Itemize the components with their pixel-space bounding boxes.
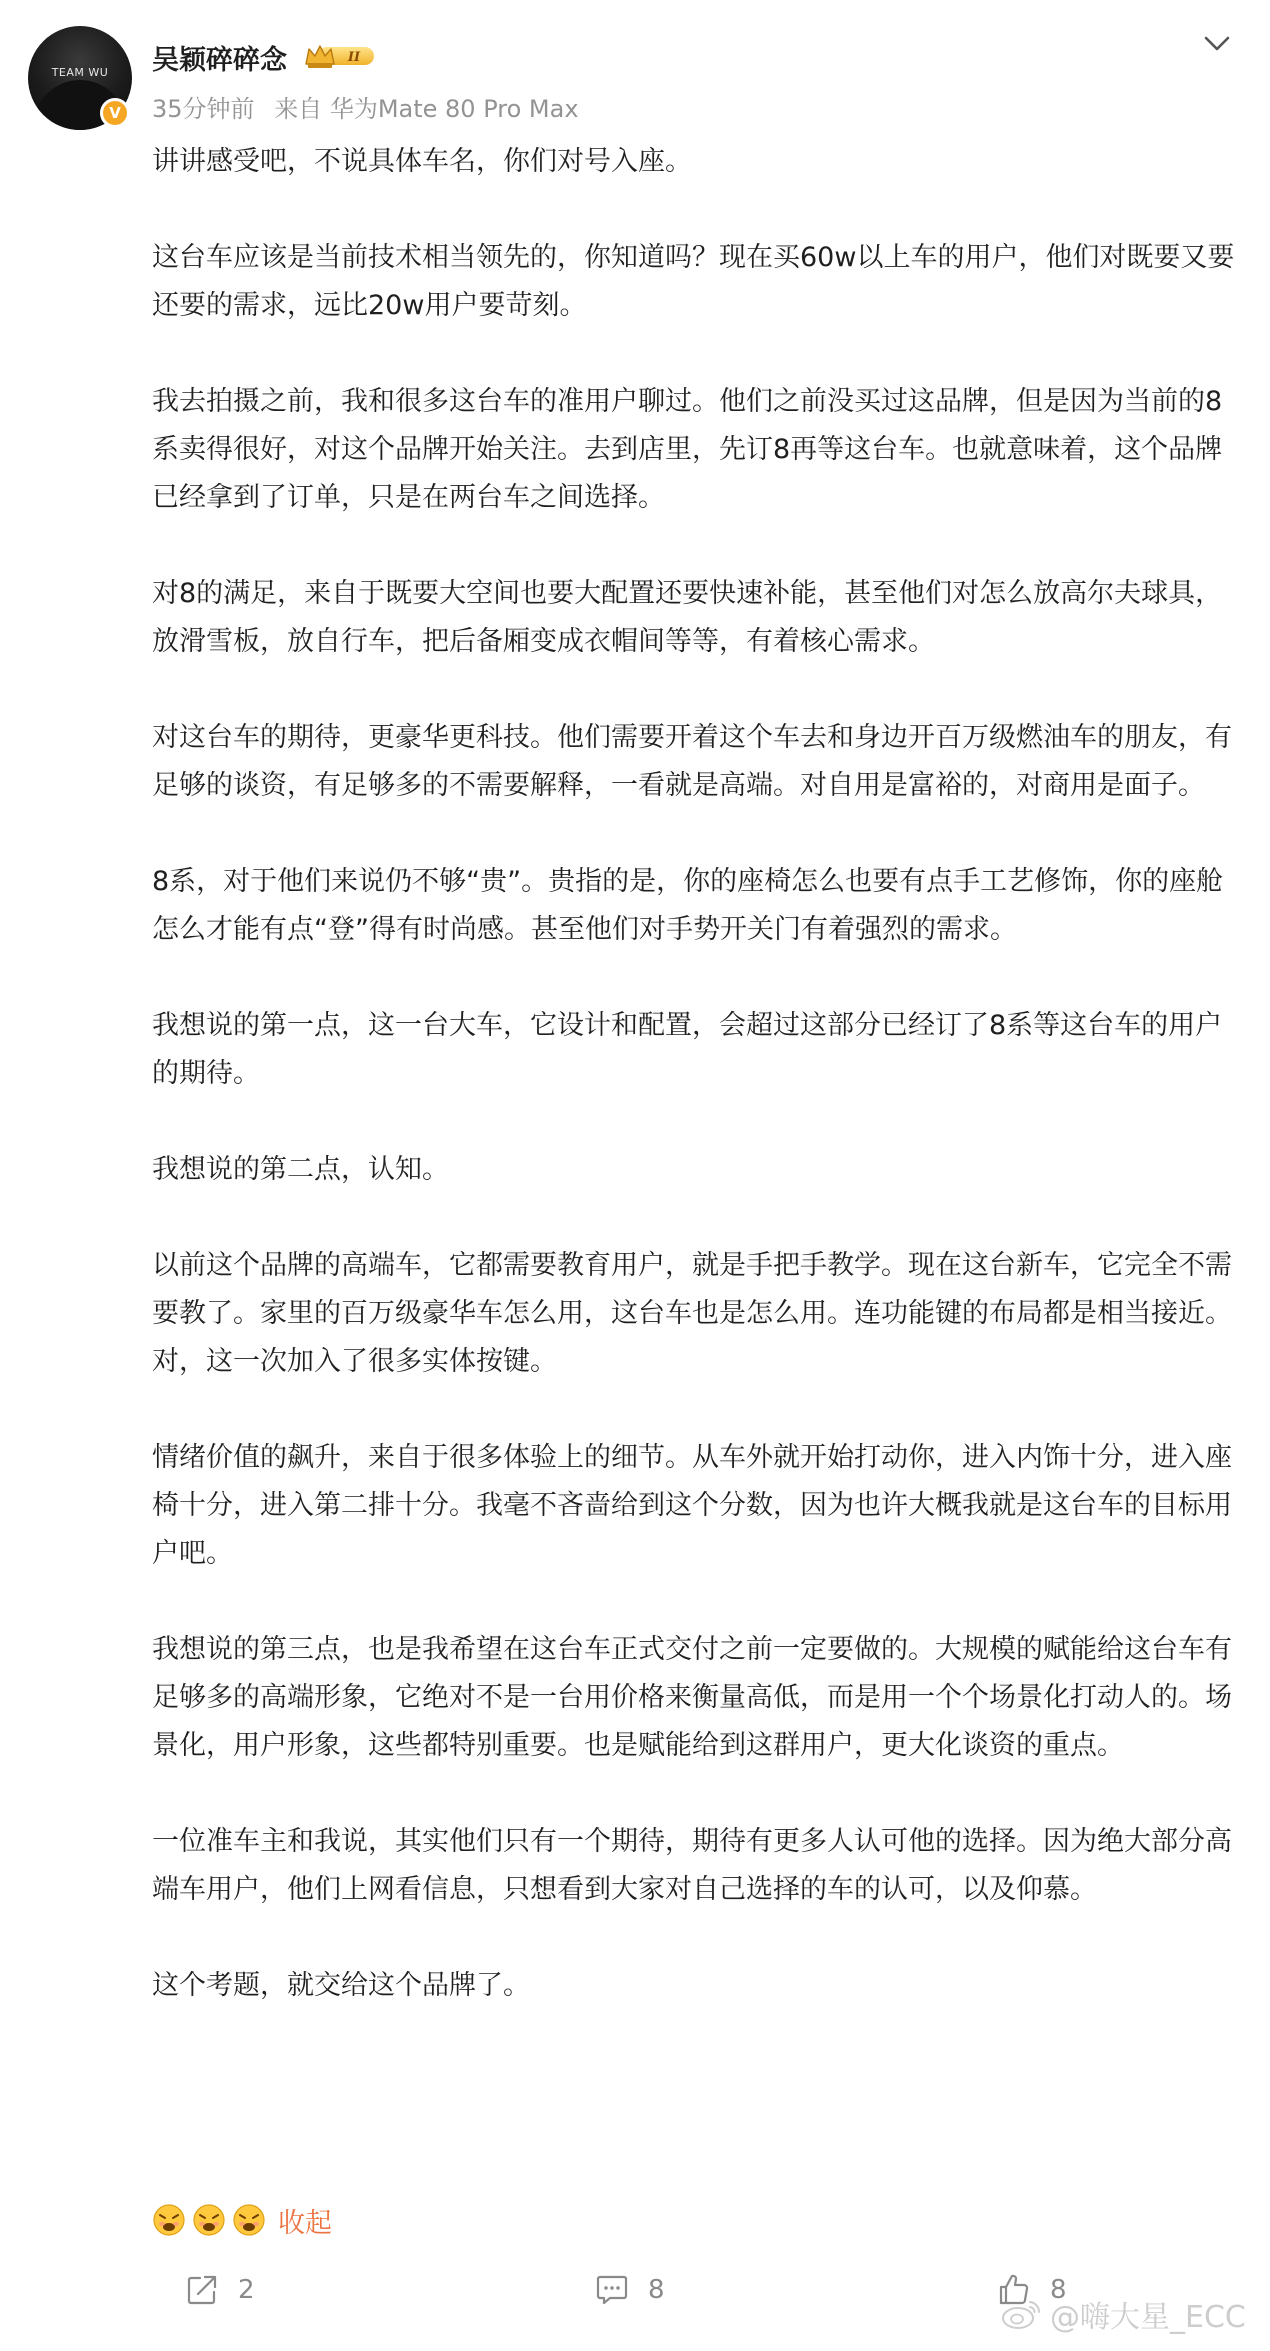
post-header (0, 0, 1270, 140)
post-paragraph: 这个考题，就交给这个品牌了。 (152, 1970, 530, 2001)
post-paragraph: 讲讲感受吧，不说具体车名，你们对号入座。 (152, 146, 692, 177)
emoji-row (152, 2200, 332, 2240)
post-paragraph: 以前这个品牌的高端车，它都需要教育用户，就是手把手教学。现在这台新车，它完全不需要教了。家里的百万级豪华车怎么用，这台车也是怎么用。连功能键的布局都是相当接近。对，这一次加入了很多实体按键。 (152, 1250, 1232, 1377)
comment-count: 8 (648, 2275, 665, 2305)
ugh-face-emoji-icon (152, 2203, 186, 2237)
collapse-button[interactable]: 收起 (278, 2207, 332, 2239)
repost-count: 2 (238, 2275, 255, 2305)
level-badge-icon (304, 42, 378, 70)
repost-icon (184, 2272, 220, 2308)
post-paragraph: 一位准车主和我说，其实他们只有一个期待，期待有更多人认可他的选择。因为绝大部分高端车用户，他们上网看信息，只想看到大家对自己选择的车的认可，以及仰慕。 (152, 1826, 1232, 1905)
post-paragraph: 8系，对于他们来说仍不够“贵”。贵指的是，你的座椅怎么也要有点手工艺修饰，你的座舱怎么才能有点“登”得有时尚感。甚至他们对手势开关门有着强烈的需求。 (152, 866, 1224, 945)
post-paragraph: 我想说的第三点，也是我希望在这台车正式交付之前一定要做的。大规模的赋能给这台车有足够多的高端形象，它绝对不是一台用价格来衡量高低，而是用一个个场景化打动人的。场景化，用户形象，这些都特别重要。也是赋能给到这群用户，更大化谈资的重点。 (152, 1634, 1232, 1761)
post-paragraph: 我想说的第一点，这一台大车，它设计和配置，会超过这部分已经订了8系等这台车的用户的期待。 (152, 1010, 1223, 1089)
ugh-face-emoji-icon (232, 2203, 266, 2237)
post-time: 35分钟前 (152, 95, 255, 123)
post-paragraph: 情绪价值的飙升，来自于很多体验上的细节。从车外就开始打动你，进入内饰十分，进入座椅十分，进入第二排十分。我毫不吝啬给到这个分数，因为也许大概我就是这台车的目标用户吧。 (152, 1442, 1232, 1569)
author-name[interactable]: 吴颖碎碎念 (152, 45, 287, 76)
post-paragraph: 对这台车的期待，更豪华更科技。他们需要开着这个车去和身边开百万级燃油车的朋友，有足够的谈资，有足够多的不需要解释，一看就是高端。对自用是富裕的，对商用是面子。 (152, 722, 1232, 801)
post-body (152, 138, 1242, 2010)
watermark (1000, 2292, 1246, 2336)
watermark-text: @嗨大星_ECC (1050, 2300, 1246, 2335)
weibo-logo-icon (1000, 2296, 1044, 2332)
comment-button[interactable] (594, 2268, 665, 2312)
post-paragraph: 我想说的第二点，认知。 (152, 1154, 449, 1185)
ugh-face-emoji-icon (192, 2203, 226, 2237)
svg-text:II: II (347, 50, 361, 65)
post-paragraph: 我去拍摄之前，我和很多这台车的准用户聊过。他们之前没买过这品牌，但是因为当前的8系卖得很好，对这个品牌开始关注。去到店里，先订8再等这台车。也就意味着，这个品牌已经拿到了订单，只是在两台车之间选择。 (152, 386, 1223, 513)
post-source: 来自 华为Mate 80 Pro Max (274, 95, 579, 123)
comment-icon (594, 2272, 630, 2308)
post-paragraph: 这台车应该是当前技术相当领先的，你知道吗？现在买60w以上车的用户，他们对既要又要还要的需求，远比20w用户要苛刻。 (152, 242, 1235, 321)
avatar-shirt-text: TEAM WU (51, 66, 109, 79)
post-meta (152, 89, 579, 124)
chevron-down-icon[interactable] (1200, 26, 1234, 60)
post-paragraph: 对8的满足，来自于既要大空间也要大配置还要快速补能，甚至他们对怎么放高尔夫球具，放滑雪板，放自行车，把后备厢变成衣帽间等等，有着核心需求。 (152, 578, 1223, 657)
avatar[interactable] (28, 26, 132, 130)
verified-icon: V (100, 98, 130, 128)
repost-button[interactable] (184, 2268, 255, 2312)
like-count: 8 (1050, 2275, 1067, 2305)
